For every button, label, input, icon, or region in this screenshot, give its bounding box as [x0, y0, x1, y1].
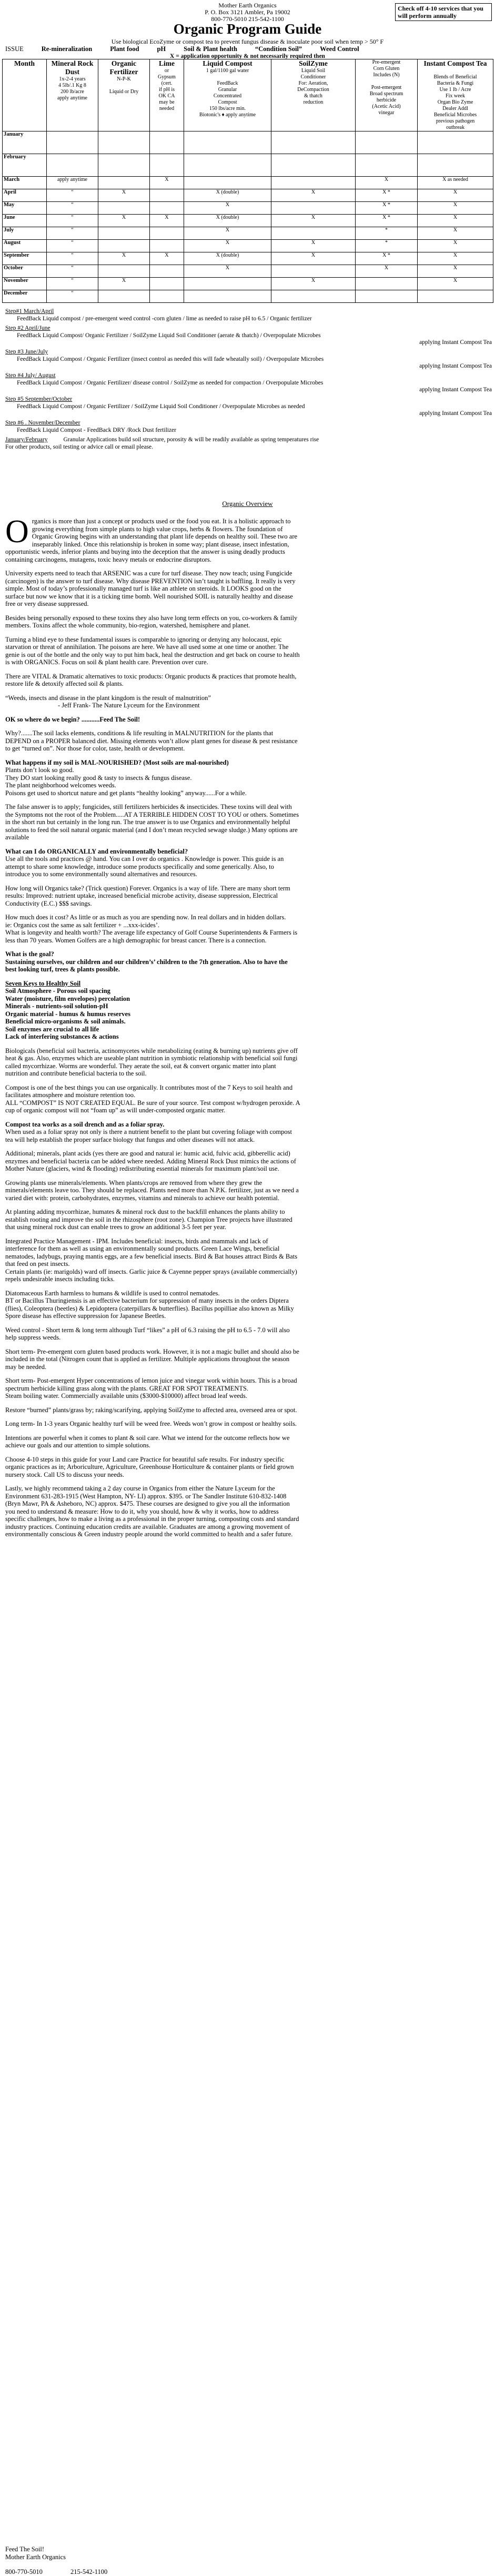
- column-name: Month: [14, 59, 35, 67]
- table-row: [3, 252, 493, 265]
- column-header: [418, 59, 493, 131]
- column-subtext: vinegar: [378, 110, 395, 116]
- table-cell: X: [356, 177, 418, 189]
- mal-list: [5, 759, 300, 797]
- table-cell: X: [150, 252, 184, 265]
- paragraph: Short term- Pre-emergent corn gluten based products work. However, it is not a magic bullet and should also be included in the total (Nitrogen count that is applied as fertilizer. Multiple applications throughout the season may be needed.: [5, 1347, 299, 1371]
- janfeb-label: January/February: [5, 437, 48, 443]
- table-cell: X: [418, 240, 493, 252]
- table-cell: [356, 290, 418, 303]
- table-cell: X *: [356, 215, 418, 227]
- table-row: [3, 215, 493, 227]
- seven-keys: [5, 980, 300, 1041]
- table-cell: X: [98, 278, 150, 290]
- column-name: SoilZyme: [299, 59, 328, 67]
- paragraph: Growing plants use minerals/elements. When plants/crops are removed from where they grew the minerals/elements leave too. They should be replaced. Plants need more than N.P.K. fertilizer, just as we need a varied diet with: protein, carbohydrates, enzymes, vitamins and minerals to achieve our health potential.: [5, 1179, 299, 1202]
- table-cell: [418, 154, 493, 177]
- how-much-text: How much does it cost? As little or as much as you are spending now. In real dollars and in hidden dollars.: [5, 914, 286, 921]
- table-cell: X: [418, 189, 493, 202]
- column-subtext: Gypsum: [158, 74, 176, 80]
- table-row: [3, 177, 493, 189]
- table-cell: X: [98, 252, 150, 265]
- table-cell: [356, 278, 418, 290]
- table-row: [3, 290, 493, 303]
- table-cell: *: [356, 227, 418, 240]
- column-subtext: Blends of Beneficial: [433, 74, 477, 80]
- table-cell: X (double): [184, 215, 271, 227]
- key-item: Soil Atmosphere - Porous soil spacing: [5, 987, 110, 995]
- month-cell: March: [3, 177, 47, 189]
- table-cell: X: [271, 215, 356, 227]
- column-subtext: Compost: [218, 99, 237, 105]
- table-cell: X (double): [184, 252, 271, 265]
- quote-author: - Jeff Frank- The Nature Lyceum for the Environment: [58, 702, 200, 709]
- column-subtext: outbreak: [446, 125, 464, 130]
- column-subtext: Use 1 lb / Acre: [439, 87, 471, 93]
- table-cell: [184, 177, 271, 189]
- overview-title: Organic Overview: [222, 500, 273, 508]
- step-item: [5, 372, 492, 393]
- company-address: P. O. Box 3121 Ambler, Pa 19002: [205, 8, 290, 16]
- table-cell: [47, 131, 98, 154]
- table-cell: X: [418, 265, 493, 278]
- table-cell: [150, 154, 184, 177]
- table-cell: [356, 131, 418, 154]
- paragraph: At planting adding mycorrhizae, humates & mineral rock dust to the backfill enhances the plants ability to establish rooting and improve the soil in the rhizosphere (root zone). Champion Tree projects have illustrated that using mineral rock dust can enable trees to grow an additional 3-5 feet per year.: [5, 1208, 292, 1231]
- column-header: [356, 59, 418, 131]
- table-cell: [184, 290, 271, 303]
- column-subtext: Concentrated: [213, 93, 242, 99]
- table-cell: X: [271, 189, 356, 202]
- table-cell: [150, 227, 184, 240]
- table-cell: “: [47, 202, 98, 215]
- keys-title: Seven Keys to Healthy Soil: [5, 979, 81, 987]
- table-row: [3, 227, 493, 240]
- table-row: [3, 131, 493, 154]
- column-subtext: 4 5lb/.1 Kg 8: [58, 83, 86, 88]
- table-cell: [271, 290, 356, 303]
- table-cell: [271, 265, 356, 278]
- key-item: Minerals - nutrients-soil solution-pH: [5, 1002, 108, 1010]
- month-cell: June: [3, 215, 47, 227]
- column-subtext: Fix week: [446, 93, 465, 99]
- column-subtext: Organ Bio Zyme: [437, 99, 473, 105]
- column-subtext: Liquid Soil: [301, 68, 326, 74]
- compost-text-2: ALL “COMPOST” IS NOT CREATED EQUAL. Be sure of your source. Test compost w/hydrogen peroxide. A cup of organic compost will not “foam up” as will under-composted organic matter.: [5, 1099, 300, 1114]
- table-row: [3, 154, 493, 177]
- paragraph: There are VITAL & Dramatic alternatives to toxic products: Organic products & practices that promote health, restore life & detoxify affected soil & plants.: [5, 672, 297, 687]
- table-cell: [150, 278, 184, 290]
- footer-phones: 800-770-5010 215-542-1100: [5, 2568, 108, 2575]
- quote-text: “Weeds, insects and disease in the plant kingdom is the result of malnutrition”: [5, 694, 211, 702]
- footer: [5, 2545, 300, 2576]
- step-text: FeedBack Liquid Compost - FeedBack DRY /Rock Dust fertilizer: [17, 427, 176, 433]
- step-text: FeedBack Liquid Compost / Organic Fertilizer/ disease control / SoilZyme as needed for compaction / Overpopulate Microbes: [17, 379, 324, 386]
- key-item: Beneficial micro-organisms & soil animals.: [5, 1018, 126, 1025]
- column-header: [271, 59, 356, 131]
- column-subtext: Corn Gluten: [373, 66, 400, 72]
- paragraph: Why?.......The soil lacks elements, conditions & life resulting in MALNUTRITION for the plants that DEPEND on a PROPER balanced diet. Missing elements won’t allow plant genes for disease & pest resistance to get “turned on”. Nor those for color, taste, health or development.: [5, 729, 298, 752]
- month-cell: May: [3, 202, 47, 215]
- column-subtext: DeCompaction: [297, 87, 329, 93]
- table-cell: X: [271, 240, 356, 252]
- table-cell: “: [47, 265, 98, 278]
- month-cell: October: [3, 265, 47, 278]
- column-subtext: may be: [159, 99, 175, 105]
- column-subtext: 150 lbs/acre min.: [209, 106, 246, 111]
- step-text: FeedBack Liquid compost / pre-emergent weed control -corn gluten / lime as needed to raise pH to 6.5 / Organic fertilizer: [17, 315, 312, 322]
- table-cell: [150, 290, 184, 303]
- table-cell: X: [418, 252, 493, 265]
- table-cell: X: [150, 177, 184, 189]
- month-cell: April: [3, 189, 47, 202]
- table-cell: [271, 154, 356, 177]
- table-cell: “: [47, 227, 98, 240]
- column-subtext: FeedBack: [217, 80, 238, 86]
- paragraph: Choose 4-10 steps in this guide for your Land care Practice for beautiful safe results. For industry specific organic practices as in; Arboriculture, Agriculture, Greenhouse Horticulture & container plants or field grown nursery stock. Call US to discuss your needs.: [5, 1455, 294, 1478]
- goal-heading: What is the goal?: [5, 950, 54, 958]
- column-subtext: Pre-emergent: [372, 59, 401, 65]
- month-cell: December: [3, 290, 47, 303]
- paragraph: University experts need to teach that ARSENIC was a cure for turf disease. They now teach; using Fungicide (carcinogen) is the answer to turf disease. Why disease PREVENTION isn’t taught is baffling. It really is very simple. Most of today’s professionally managed turf is like an athlete on steroids. It LOOKS good on the surface but now we know that it is a ticking time bomb. Well nourished SOIL is naturally healthy and disease free or very disease suppressed.: [5, 570, 296, 607]
- key-item: Water (moisture, film envelopes) percolation: [5, 995, 130, 1002]
- column-subtext: if pH is: [159, 87, 175, 93]
- post-paragraph: [5, 1377, 300, 1400]
- issue-item: Re-mineralization: [41, 45, 93, 53]
- column-subtext: Liquid or Dry: [109, 89, 139, 95]
- overview-body: [5, 514, 300, 1545]
- column-subtext: Beneficial Microbes: [433, 112, 477, 118]
- column-header: [150, 59, 184, 131]
- what-can-text: Use all the tools and practices @ hand. You can I over do organics . Knowledge is power. This guide is an attempt to share some knowledge, introduce some products specifically and some generically. Also, to introduce you to some environmentally sound alternatives and resources.: [5, 855, 284, 878]
- mal-line: Plants don’t look so good.: [5, 766, 74, 774]
- column-header: [3, 59, 47, 131]
- table-cell: [184, 278, 271, 290]
- table-cell: X as needed: [418, 177, 493, 189]
- mal-heading: What happens if my soil is MAL-NOURISHED? (Most soils are mal-nourished): [5, 758, 229, 766]
- column-header: [184, 59, 271, 131]
- bt-text: BT or Bacillus Thuringiensis is an effective bacterium for suppression of many insects in the orders Diptera (flies), Coleoptera (beetles) & Lepidoptera (caterpillars & butterflies). Bacillus popilliae also known as Milky Spore disease has effective suppression for Japanese Beetles.: [5, 1297, 294, 1320]
- bt-paragraph: [5, 1290, 300, 1320]
- column-subtext: [357, 78, 416, 85]
- table-row: [3, 202, 493, 215]
- step-text: FeedBack Liquid Compost / Organic Fertilizer / SoilZyme Liquid Soil Conditioner / Overpopulate Microbes as needed: [17, 403, 305, 410]
- issue-item: pH: [157, 45, 166, 53]
- paragraph: Besides being personally exposed to these toxins they also have long term effects on you, co-workers & family members. Toxins affect the whole community, bio-region, watershed, hemisphere and planet.: [5, 614, 298, 629]
- column-subtext: or: [164, 68, 169, 74]
- what-can-heading: What can I do ORGANICALLY and environmentally beneficial?: [5, 847, 188, 855]
- what-can-paragraph: [5, 848, 300, 878]
- goal-text: Sustaining ourselves, our children and our children’s’ children to the 7th generation. Also to have the best looking turf, trees & plants possible.: [5, 958, 288, 973]
- column-subtext: apply anytime: [57, 95, 87, 101]
- column-subtext: Granular: [218, 87, 237, 93]
- mal-line: Poisons get used to shortcut nature and get plants “healthy looking” anyway......For a while.: [5, 789, 247, 797]
- column-subtext: & thatch: [304, 93, 322, 99]
- table-cell: “: [47, 189, 98, 202]
- paragraph: Biologicals (beneficial soil bacteria, actinomycetes while metabolizing (eating & burning up) nutrients give off heat & gas. Also, enzymes which are useable plant nutrition in symbiotic relationship with beneficial soil fungi called mycorrhizae. Worms are wonderful. They aerate the soil, eat & convert organic matter into plant nutrition and contribute beneficial bacteria to the soil.: [5, 1047, 298, 1077]
- table-cell: [98, 240, 150, 252]
- table-cell: [98, 202, 150, 215]
- column-subtext: 1 gal/1100 gal water: [206, 68, 249, 74]
- table-cell: “: [47, 252, 98, 265]
- column-subtext: Dealer Addl: [442, 106, 468, 111]
- table-cell: “: [47, 278, 98, 290]
- issue-item: Plant food: [110, 45, 139, 53]
- key-item: Organic material - humus & humus reserves: [5, 1010, 130, 1018]
- issue-item: Soil & Plant health: [184, 45, 237, 53]
- step-text: FeedBack Liquid Compost/ Organic Fertilizer / SoilZyme Liquid Soil Conditioner (aerate & thatch) / Overpopulate Microbes: [17, 332, 321, 339]
- column-subtext: Bacteria & Fungi: [437, 80, 474, 86]
- table-cell: [271, 202, 356, 215]
- column-subtext: needed: [159, 106, 175, 111]
- paragraph: Intentions are powerful when it comes to plant & soil care. What we intend for the outcome reflects how we achieve our goals and our attention to simple solutions.: [5, 1434, 290, 1449]
- intro-paragraph: [5, 514, 300, 563]
- table-cell: apply anytime: [47, 177, 98, 189]
- step-right: applying Instant Compost Tea: [419, 410, 492, 417]
- step-item: [5, 349, 492, 370]
- issue-item: “Condition Soil”: [255, 45, 302, 53]
- step-title: Step #5 September/October: [5, 396, 73, 402]
- issue-item: Weed Control: [320, 45, 359, 53]
- month-cell: February: [3, 154, 47, 177]
- table-cell: X: [98, 189, 150, 202]
- ipm-text-2: Certain plants (ie: marigolds) ward off insects. Garlic juice & Cayenne pepper sprays (available commercially) repels undesirable insects including ticks.: [5, 1267, 297, 1283]
- intro-text: rganics is more than just a concept or products used or the food you eat. It is a holistic approach to growing everything from simple plants to high value crops, herbs & flowers. The foundation of Organic Growing begins with an understanding that plant life depends on healthy soil. These two are inseparably linked. Once this relationship is broken in some way; plant disease, insect infestation, opportunistic weeds, inferior plants and buying into the deception that the answer is using deadly products containing carcinogens, mutagens, toxic heavy metals or endocrine disruptors.: [5, 518, 298, 563]
- table-row: [3, 265, 493, 278]
- step-text: FeedBack Liquid Compost / Organic Fertilizer (insect control as needed this will fade wheatally soil) / Overpopulate Microbes: [17, 356, 324, 362]
- tea-heading: Compost tea works as a soil drench and as a foliar spray.: [5, 1120, 165, 1128]
- paragraph: Weed control - Short term & long term although Turf “likes” a pH of 6.3 raising the pH to 6.5 - 7.0 will also help suppress weeds.: [5, 1326, 290, 1341]
- table-cell: X: [184, 202, 271, 215]
- table-cell: [150, 202, 184, 215]
- step-title: Step #6 . November/December: [5, 420, 80, 426]
- column-subtext: Conditioner: [300, 74, 326, 80]
- mal-line: The plant neighborhood welcomes weeds.: [5, 782, 116, 789]
- paragraph: Lastly, we highly recommend taking a 2 day course in Organics from either the Nature Lyceum for the Environment 631-283-1915 (West Hampton, NY- LI) approx. $395. or The Sandler Institute 610-832-1408 (Bryn Mawr, PA & Asheboro, NC) approx. $475. These courses are designed to give you all the information you need to understand & measure: How to do it, why you should, how & why it works, how to address specific challenges, how to make a living as a professional in the proper turning, composting costs and standard industry practices. Continuing education credits are available. Graduates are among a growing movement of environmentally conscious & Green industry people around the world committed to health and a safer future.: [5, 1485, 299, 1538]
- step-item: [5, 396, 492, 417]
- paragraph: OK so where do we begin? ...........Feed The Soil!: [5, 715, 140, 723]
- janfeb-text: Granular Applications build soil structure, porosity & will be readily available as spring temperatures rise: [63, 437, 319, 443]
- step-title: Step #3 June/July: [5, 349, 48, 355]
- company-name: Mother Earth Organics: [218, 2, 277, 9]
- table-cell: “: [47, 240, 98, 252]
- how-much-paragraph: [5, 914, 300, 944]
- table-cell: X: [418, 202, 493, 215]
- month-cell: August: [3, 240, 47, 252]
- how-much-text-2: ie: Organics cost the same as salt fertilizer + ...xxx-icides’.: [5, 921, 160, 929]
- column-subtext: 1x-2-4 years: [59, 76, 86, 82]
- worth-text: What is longevity and health worth? The average life expectancy of Golf Course Superintendents & Farmers is less than 70 years. Women Golfers are a high demographic for breast cancer. There is a connection.: [5, 929, 298, 944]
- table-cell: [150, 240, 184, 252]
- quote: [5, 694, 300, 709]
- table-cell: X *: [356, 252, 418, 265]
- post-text: Short term- Post-emergent Hyper concentrations of lemon juice and vinegar work within hours. This is a broad spectrum herbicide killing grass along with the plants. GREAT FOR SPOT TREATMENTS.: [5, 1377, 297, 1392]
- month-cell: November: [3, 278, 47, 290]
- table-cell: [98, 177, 150, 189]
- column-subtext: herbicide: [376, 97, 397, 103]
- table-row: [3, 189, 493, 202]
- table-cell: [271, 227, 356, 240]
- table-cell: X: [184, 265, 271, 278]
- table-cell: X: [98, 215, 150, 227]
- paragraph: Additional; minerals, plant acids (yes there are good and natural ie: humic acid, fulvic acid, gibberellic acid) enzymes and beneficial bacteria can be added where needed. Adding Mineral Rock Dust mimics the actions of Mother Nature (glaciers, wind & flooding) redistributing essential minerals for maximum plant/soil use.: [5, 1150, 296, 1172]
- step-item: [5, 325, 492, 346]
- table-cell: [150, 189, 184, 202]
- column-subtext: (cert.: [161, 80, 173, 86]
- column-subtext: previous pathogen: [436, 118, 475, 124]
- goal-paragraph: [5, 950, 300, 973]
- table-cell: [98, 227, 150, 240]
- table-cell: X: [184, 227, 271, 240]
- column-subtext: 200 lb/acre: [60, 89, 84, 95]
- issue-row: [5, 45, 492, 53]
- column-name: Organic Fertilizer: [109, 59, 138, 76]
- column-subtext: Post-emergent: [371, 85, 402, 90]
- table-cell: X: [271, 252, 356, 265]
- column-header: [47, 59, 98, 131]
- table-cell: X: [271, 278, 356, 290]
- table-cell: X (double): [184, 189, 271, 202]
- column-subtext: [99, 83, 148, 89]
- page-title: Organic Program Guide: [173, 21, 322, 37]
- column-subtext: Includes (N): [373, 72, 400, 78]
- table-cell: [98, 154, 150, 177]
- month-cell: July: [3, 227, 47, 240]
- table-cell: *: [356, 240, 418, 252]
- paragraph: Long term- In 1-3 years Organic healthy turf will be weed free. Weeds won’t grow in compost or healthy soils.: [5, 1420, 297, 1427]
- paragraph: The false answer is to apply; fungicides, still fertilizers herbicides & insecticides. These toxins will deal with the Symptoms not the root of the Problem.....AT A TERRIBLE HIDDEN COST TO YOU or others. Sometimes in the short run but certainly in the long run. The true answer is to use Organics and environmentally helpful solutions to feed the soil natural organic material (and I don’t mean recycled sewage sludge.) Many options are available: [5, 803, 299, 841]
- table-cell: [98, 265, 150, 278]
- table-cell: X: [418, 227, 493, 240]
- compost-text: Compost is one of the best things you can use organically. It contributes most of the 7 Keys to soil health and facilitates atmosphere and moisture retention too.: [5, 1083, 293, 1099]
- step-right: applying Instant Compost Tea: [419, 387, 492, 393]
- month-cell: January: [3, 131, 47, 154]
- step-right: applying Instant Compost Tea: [419, 339, 492, 346]
- key-note: X = application opportunity & not necessarily required then: [170, 53, 325, 59]
- ipm-paragraph: [5, 1238, 300, 1283]
- compost-paragraph: [5, 1084, 300, 1114]
- step-item: [5, 420, 492, 434]
- column-name: Liquid Compost: [203, 59, 252, 67]
- table-cell: [271, 177, 356, 189]
- paragraph: How long will Organics take? (Trick question) Forever. Organics is a way of life. There are many short term results: Improved: nutrient uptake, increased beneficial microbe activity, disease suppression, Electrical Conductivity (E.C.) $$$ savings.: [5, 884, 290, 907]
- table-cell: [356, 154, 418, 177]
- step-title: Step #4 July/ August: [5, 372, 56, 379]
- table-cell: X: [418, 215, 493, 227]
- column-header: [98, 59, 150, 131]
- month-cell: September: [3, 252, 47, 265]
- mal-line: They DO start looking really good & tasty to insects & fungus disease.: [5, 774, 192, 782]
- table-cell: [150, 131, 184, 154]
- table-row: [3, 278, 493, 290]
- table-cell: X: [418, 278, 493, 290]
- table-cell: [98, 131, 150, 154]
- janfeb-note: [5, 437, 492, 444]
- column-subtext: For: Aeration,: [298, 80, 328, 86]
- footer-feed: Feed The Soil!: [5, 2545, 45, 2553]
- table-cell: [184, 154, 271, 177]
- step-item: [5, 308, 492, 322]
- steps-section: [5, 308, 492, 451]
- column-subtext: reduction: [303, 99, 324, 105]
- step-title: Step #2 April/June: [5, 325, 50, 331]
- table-cell: X: [150, 215, 184, 227]
- tea-paragraph: [5, 1121, 300, 1144]
- column-subtext: OK CA: [158, 93, 175, 99]
- table-row: [3, 240, 493, 252]
- key-item: Soil enzymes are crucial to all life: [5, 1025, 99, 1033]
- paragraph: Restore “burned” plants/grass by; raking/scarifying, applying SoilZyme to affected area, overseed area or spot.: [5, 1406, 297, 1414]
- footer-company: Mother Earth Organics: [5, 2553, 66, 2561]
- column-subtext: (Acetic Acid): [372, 104, 401, 109]
- table-cell: X *: [356, 202, 418, 215]
- table-cell: [184, 131, 271, 154]
- services-checkbox-note: Check off 4-10 services that you will perform annually: [395, 3, 492, 21]
- column-subtext: [419, 68, 492, 74]
- column-subtext: N-P-K: [117, 76, 131, 82]
- table-cell: “: [47, 215, 98, 227]
- step-title: Step#1 March/April: [5, 308, 54, 315]
- ipm-text: Integrated Practice Management - IPM. Includes beneficial: insects, birds and mammals and lack of interference for them as well as using an environmentally sound products. Green Lace Wings, beneficial nematodes, ladybugs, praying mantis eggs, are a few beneficial insects. Bird & Bat houses attract Birds & Bats that feed on pest insects.: [5, 1237, 298, 1267]
- usage-note: Use biological EcoZyme or compost tea to prevent fungus disease & inoculate poor soil when temp > 50° F: [111, 38, 384, 45]
- step-right: applying Instant Compost Tea: [419, 363, 492, 369]
- table-cell: X: [356, 265, 418, 278]
- key-item: Lack of interfering substances & actions: [5, 1033, 119, 1040]
- tea-text: When used as a foliar spray not only is there a nutrient benefit to the plant but covering foliage with compost tea will help establish the proper surface biology that fungus and other diseases will not attack.: [5, 1128, 292, 1143]
- column-subtext: Biotonic's ♦ apply anytime: [199, 112, 256, 118]
- column-subtext: Broad spectrum: [369, 91, 403, 97]
- other-products-note: For other products, soil testing or advice call or email please.: [5, 443, 154, 450]
- table-cell: “: [47, 290, 98, 303]
- table-cell: [47, 154, 98, 177]
- table-cell: [271, 131, 356, 154]
- issue-label: ISSUE: [5, 45, 24, 53]
- table-cell: [98, 290, 150, 303]
- column-name: Lime: [159, 59, 175, 67]
- program-table: [2, 59, 493, 303]
- drop-cap: O: [5, 514, 29, 550]
- column-name: Mineral Rock Dust: [51, 59, 94, 76]
- table-cell: [418, 290, 493, 303]
- table-cell: [418, 131, 493, 154]
- paragraph: Turning a blind eye to these fundamental issues is comparable to ignoring or denying any holocaust, epic starvation or threat of annihilation. The poisons are here. We have all used some at one time or another. The genie is out of the bottle and the only way to put him back, heal the destruction and get back on course to health is with ORGANICS. Focus on soil & plant health care. Prevention over cure.: [5, 635, 300, 666]
- column-subtext: [185, 74, 270, 80]
- table-cell: X *: [356, 189, 418, 202]
- table-cell: [150, 265, 184, 278]
- diatom-text: Diatomaceous Earth harmless to humans & wildlife is used to control nematodes.: [5, 1289, 220, 1297]
- table-cell: X: [184, 240, 271, 252]
- steam-text: Steam boiling water. Commercially available units ($3000-$10000) affect broad leaf weeds.: [5, 1392, 248, 1399]
- column-name: Instant Compost Tea: [423, 59, 487, 67]
- company-phones: 800-770-5010 215-542-1100: [211, 15, 284, 23]
